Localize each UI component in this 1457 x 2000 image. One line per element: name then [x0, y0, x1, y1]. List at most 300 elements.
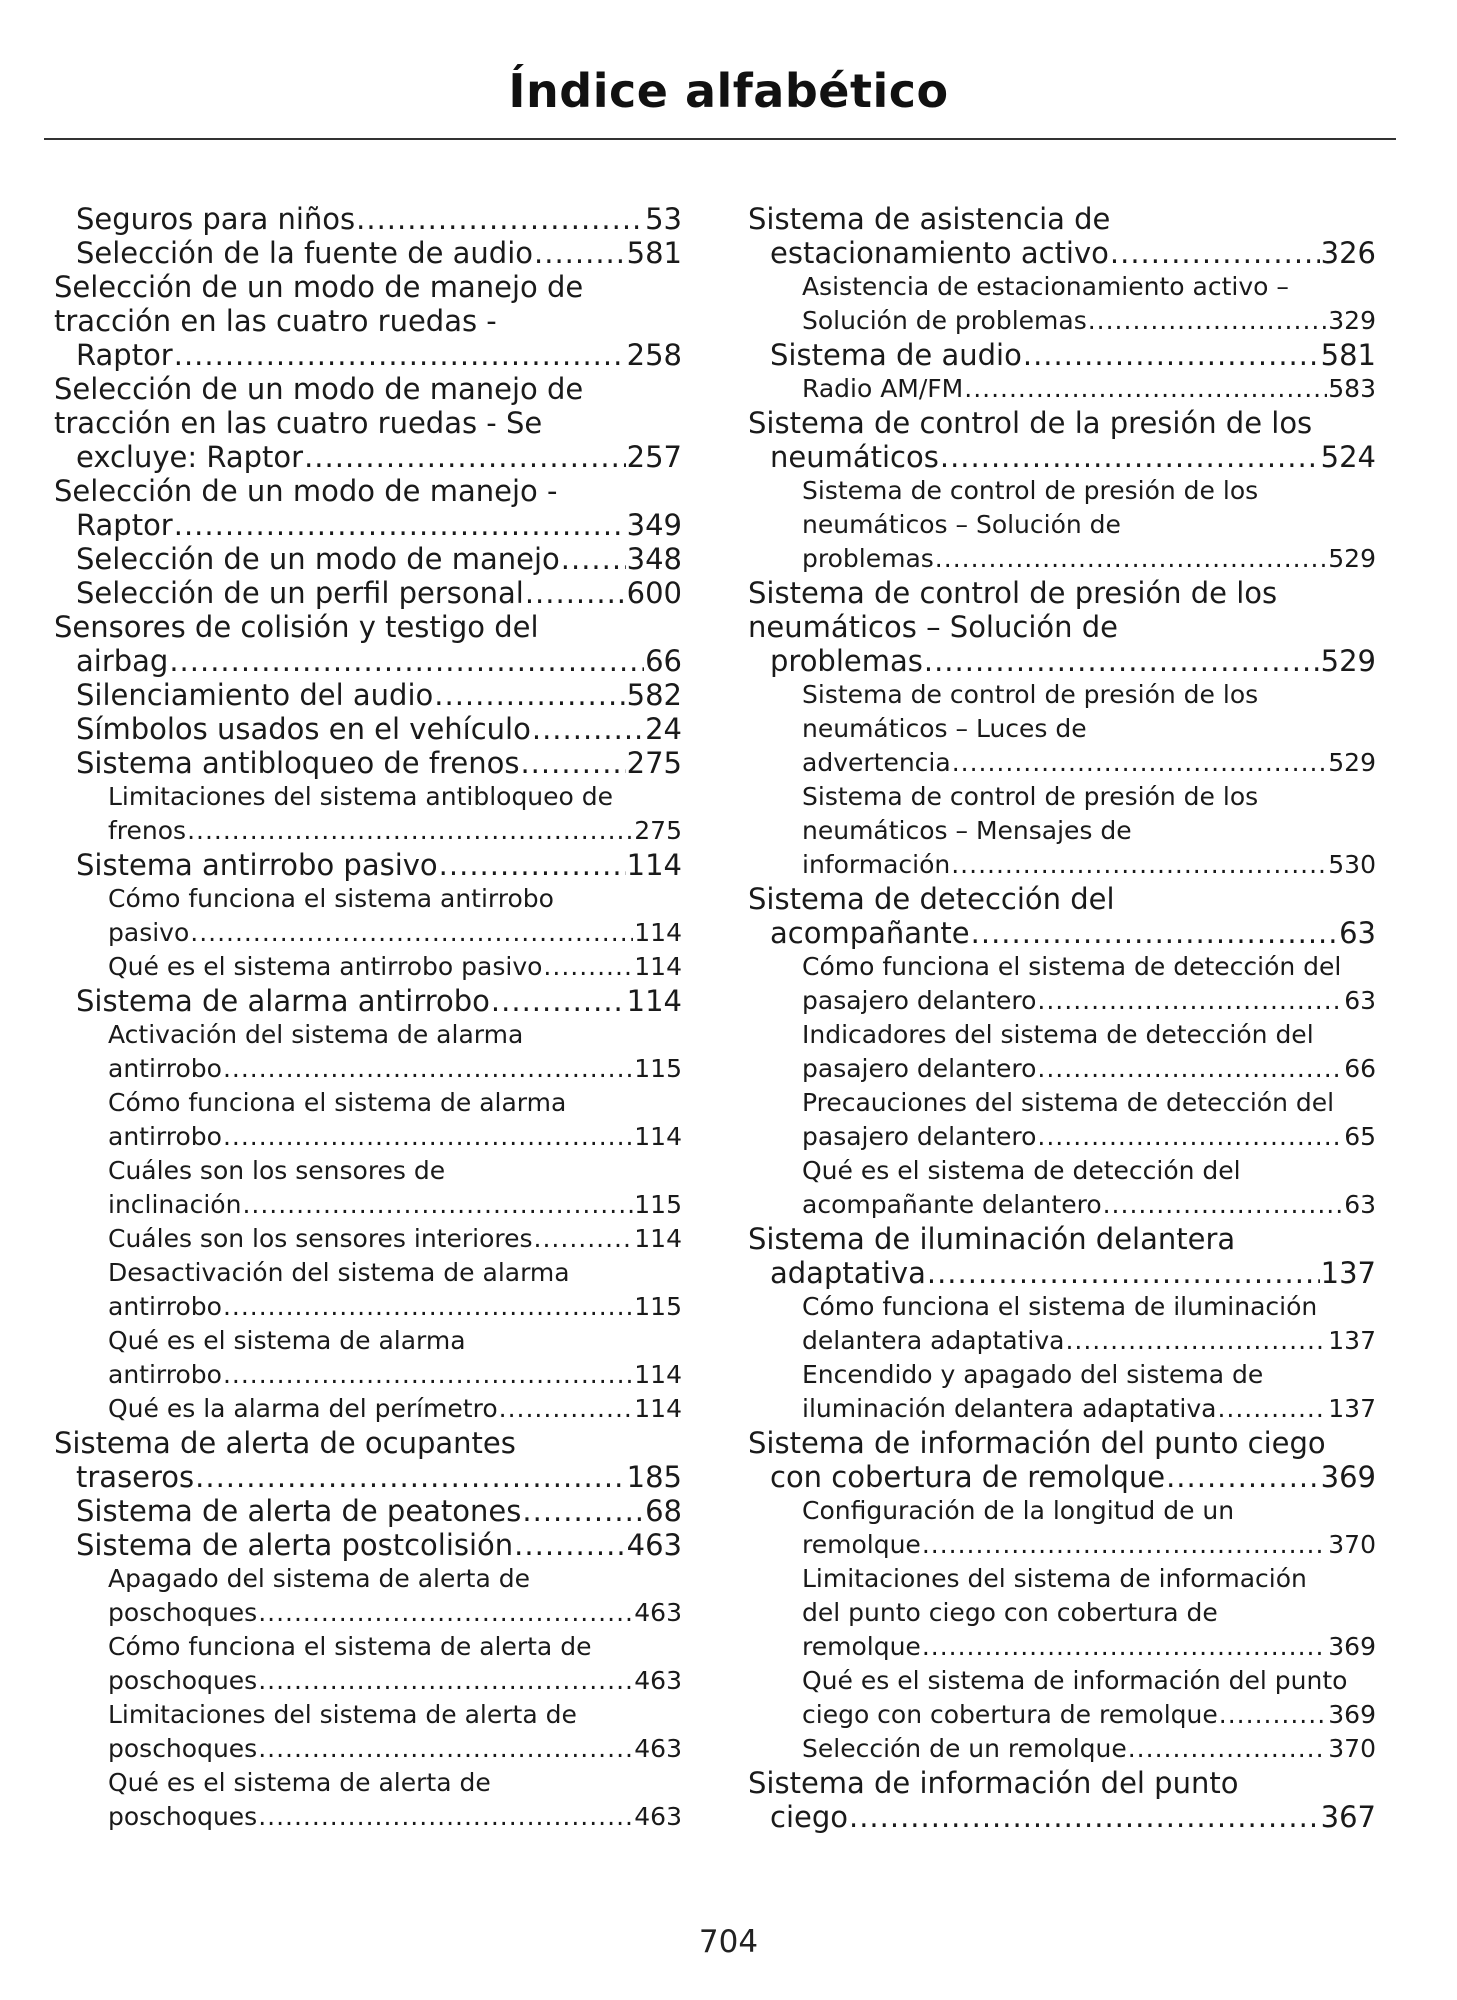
- dot-leader: [514, 1528, 625, 1562]
- entry-text-line: Selección de un remolque: [802, 1734, 1127, 1763]
- index-subentry: [54, 1086, 682, 1154]
- dot-leader: [520, 746, 625, 780]
- entry-page-number: 114: [634, 1360, 682, 1389]
- index-subentry: [54, 1766, 682, 1834]
- entry-page-number: 329: [1328, 306, 1376, 335]
- dot-leader: [190, 916, 633, 950]
- index-subentry: [54, 1630, 682, 1698]
- entry-text-line: antirrobo: [108, 1292, 222, 1321]
- index-column-right: [748, 202, 1376, 1834]
- entry-page-number: 257: [626, 440, 682, 474]
- dot-leader: [922, 1630, 1327, 1664]
- entry-last-line: [108, 1120, 682, 1154]
- entry-text-line: Selección de un modo de manejo de: [54, 372, 584, 406]
- page-title: Índice alfabético: [508, 64, 949, 118]
- entry-page-number: 115: [634, 1190, 682, 1219]
- entry-page-number: 63: [1344, 1190, 1376, 1219]
- entry-text-line: Sistema de control de presión de los: [748, 576, 1278, 610]
- entry-last-line: [76, 848, 682, 882]
- entry-page-number: 114: [634, 952, 682, 981]
- entry-text-line: poschoques: [108, 1734, 258, 1763]
- entry-text-line: Activación del sistema de alarma: [108, 1020, 524, 1049]
- dot-leader: [439, 848, 626, 882]
- entry-text-line: Qué es el sistema antirrobo pasivo: [108, 952, 543, 981]
- entry-text-line: airbag: [76, 644, 169, 678]
- dot-leader: [304, 440, 626, 474]
- dot-leader: [223, 1290, 633, 1324]
- dot-leader: [1088, 304, 1328, 338]
- dot-leader: [964, 372, 1327, 406]
- entry-text-line: Símbolos usados en el vehículo: [76, 712, 531, 746]
- index-entry: [748, 1426, 1376, 1494]
- dot-leader: [951, 848, 1327, 882]
- entry-page-number: 114: [634, 1122, 682, 1151]
- entry-last-line: [108, 1596, 682, 1630]
- entry-text-line: poschoques: [108, 1598, 258, 1627]
- entry-text-line: acompañante: [770, 916, 970, 950]
- entry-page-number: 275: [634, 816, 682, 845]
- entry-text-line: Qué es el sistema de alarma: [108, 1326, 466, 1355]
- entry-page-number: 137: [1320, 1256, 1376, 1290]
- entry-page-number: 114: [634, 1224, 682, 1253]
- entry-text-line: neumáticos: [770, 440, 939, 474]
- dot-leader: [849, 1800, 1320, 1834]
- dot-leader: [223, 1052, 633, 1086]
- entry-text-line: del punto ciego con cobertura de: [802, 1598, 1218, 1627]
- entry-text-line: pasivo: [108, 918, 190, 947]
- index-subentry: [748, 780, 1376, 882]
- entry-text-line: Selección de un perfil personal: [76, 576, 524, 610]
- entry-text-line: Qué es la alarma del perímetro: [108, 1394, 498, 1423]
- dot-leader: [543, 950, 633, 984]
- entry-text-line: ciego con cobertura de remolque: [802, 1700, 1218, 1729]
- entry-last-line: [770, 236, 1376, 270]
- dot-leader: [223, 1358, 633, 1392]
- index-entry: [748, 1766, 1376, 1834]
- entry-text-line: pasajero delantero: [802, 986, 1037, 1015]
- entry-text-line: Qué es el sistema de alerta de: [108, 1768, 491, 1797]
- entry-page-number: 369: [1320, 1460, 1376, 1494]
- dot-leader: [174, 508, 626, 542]
- entry-last-line: [108, 1188, 682, 1222]
- entry-text-line: Sistema de alerta de ocupantes: [54, 1426, 516, 1460]
- index-subentry: [54, 1324, 682, 1392]
- entry-text-line: Qué es el sistema de información del punto: [802, 1666, 1348, 1695]
- index-entry: [54, 372, 682, 474]
- entry-last-line: [76, 236, 682, 270]
- entry-text-line: Qué es el sistema de detección del: [802, 1156, 1241, 1185]
- entry-last-line: [76, 440, 682, 474]
- entry-last-line: [770, 1800, 1376, 1834]
- entry-text-line: Sistema de control de presión de los: [802, 680, 1259, 709]
- entry-text-line: Apagado del sistema de alerta de: [108, 1564, 530, 1593]
- index-subentry: [748, 1154, 1376, 1222]
- entry-text-line: Cómo funciona el sistema antirrobo: [108, 884, 554, 913]
- entry-last-line: [802, 372, 1376, 406]
- index-subentry: [54, 1222, 682, 1256]
- index-entry: [54, 984, 682, 1018]
- entry-text-line: Sistema de control de la presión de los: [748, 406, 1313, 440]
- dot-leader: [1166, 1460, 1320, 1494]
- entry-last-line: [802, 1392, 1376, 1426]
- index-entry: [54, 576, 682, 610]
- entry-last-line: [770, 916, 1376, 950]
- dot-leader: [187, 814, 633, 848]
- entry-text-line: adaptativa: [770, 1256, 926, 1290]
- entry-page-number: 581: [1320, 338, 1376, 372]
- dot-leader: [169, 644, 644, 678]
- entry-page-number: 463: [634, 1802, 682, 1831]
- entry-last-line: [76, 712, 682, 746]
- index-entry: [54, 542, 682, 576]
- entry-text-line: frenos: [108, 816, 187, 845]
- entry-text-line: excluye: Raptor: [76, 440, 304, 474]
- dot-leader: [922, 1528, 1327, 1562]
- entry-page-number: 529: [1328, 544, 1376, 573]
- entry-text-line: Seguros para niños: [76, 202, 356, 236]
- entry-text-line: estacionamiento activo: [770, 236, 1109, 270]
- entry-text-line: Solución de problemas: [802, 306, 1087, 335]
- entry-text-line: delantera adaptativa: [802, 1326, 1065, 1355]
- entry-last-line: [802, 1188, 1376, 1222]
- index-subentry: [748, 474, 1376, 576]
- index-entry: [748, 202, 1376, 270]
- entry-page-number: 370: [1328, 1530, 1376, 1559]
- entry-page-number: 326: [1320, 236, 1376, 270]
- entry-text-line: Precauciones del sistema de detección del: [802, 1088, 1335, 1117]
- index-entry: [748, 882, 1376, 950]
- entry-page-number: 367: [1320, 1800, 1376, 1834]
- dot-leader: [924, 644, 1320, 678]
- entry-text-line: remolque: [802, 1632, 921, 1661]
- dot-leader: [561, 542, 626, 576]
- dot-leader: [242, 1188, 633, 1222]
- entry-last-line: [76, 678, 682, 712]
- dot-leader: [940, 440, 1320, 474]
- entry-text-line: tracción en las cuatro ruedas - Se: [54, 406, 543, 440]
- entry-page-number: 348: [626, 542, 682, 576]
- entry-text-line: Sistema de alarma antirrobo: [76, 984, 490, 1018]
- entry-text-line: Silenciamiento del audio: [76, 678, 434, 712]
- entry-text-line: Desactivación del sistema de alarma: [108, 1258, 570, 1287]
- entry-text-line: Sistema de información del punto ciego: [748, 1426, 1326, 1460]
- entry-last-line: [76, 576, 682, 610]
- entry-page-number: 66: [645, 644, 682, 678]
- entry-last-line: [802, 1324, 1376, 1358]
- entry-last-line: [802, 304, 1376, 338]
- dot-leader: [927, 1256, 1320, 1290]
- entry-text-line: Sistema de control de presión de los: [802, 476, 1259, 505]
- index-subentry: [748, 1494, 1376, 1562]
- entry-page-number: 137: [1328, 1394, 1376, 1423]
- dot-leader: [491, 984, 626, 1018]
- dot-leader: [195, 1460, 625, 1494]
- entry-last-line: [76, 1528, 682, 1562]
- entry-text-line: tracción en las cuatro ruedas -: [54, 304, 497, 338]
- index-entry: [54, 1494, 682, 1528]
- dot-leader: [258, 1596, 633, 1630]
- entry-text-line: antirrobo: [108, 1054, 222, 1083]
- entry-page-number: 463: [634, 1666, 682, 1695]
- entry-text-line: remolque: [802, 1530, 921, 1559]
- index-entry: [748, 1222, 1376, 1290]
- entry-text-line: pasajero delantero: [802, 1054, 1037, 1083]
- entry-text-line: Cómo funciona el sistema de alarma: [108, 1088, 567, 1117]
- dot-leader: [534, 236, 626, 270]
- entry-page-number: 63: [1344, 986, 1376, 1015]
- entry-text-line: Configuración de la longitud de un: [802, 1496, 1235, 1525]
- entry-text-line: Selección de un modo de manejo de: [54, 270, 584, 304]
- entry-last-line: [770, 644, 1376, 678]
- entry-page-number: 530: [1328, 850, 1376, 879]
- entry-text-line: Sistema de alerta de peatones: [76, 1494, 522, 1528]
- dot-leader: [258, 1664, 633, 1698]
- entry-last-line: [802, 1528, 1376, 1562]
- entry-text-line: Encendido y apagado del sistema de: [802, 1360, 1264, 1389]
- index-entry: [54, 746, 682, 780]
- dot-leader: [1037, 1052, 1343, 1086]
- index-subentry: [54, 950, 682, 984]
- entry-last-line: [802, 848, 1376, 882]
- entry-text-line: antirrobo: [108, 1360, 222, 1389]
- entry-last-line: [108, 1052, 682, 1086]
- entry-text-line: Raptor: [76, 338, 173, 372]
- index-entry: [54, 610, 682, 678]
- index-subentry: [54, 1256, 682, 1324]
- entry-page-number: 68: [645, 1494, 682, 1528]
- title-divider: [44, 138, 1396, 140]
- entry-last-line: [108, 1732, 682, 1766]
- entry-text-line: Limitaciones del sistema antibloqueo de: [108, 782, 614, 811]
- index-entry: [54, 202, 682, 236]
- entry-text-line: con cobertura de remolque: [770, 1460, 1166, 1494]
- entry-last-line: [108, 1800, 682, 1834]
- entry-last-line: [108, 1392, 682, 1426]
- entry-page-number: 583: [1328, 374, 1376, 403]
- dot-leader: [1103, 1188, 1344, 1222]
- entry-text-line: poschoques: [108, 1802, 258, 1831]
- entry-last-line: [76, 644, 682, 678]
- dot-leader: [258, 1732, 633, 1766]
- index-entry: [748, 576, 1376, 678]
- entry-text-line: neumáticos – Luces de: [802, 714, 1087, 743]
- entry-text-line: Sistema de iluminación delantera: [748, 1222, 1236, 1256]
- entry-page-number: 115: [634, 1292, 682, 1321]
- entry-page-number: 114: [634, 1394, 682, 1423]
- index-subentry: [748, 1018, 1376, 1086]
- entry-page-number: 463: [634, 1734, 682, 1763]
- entry-last-line: [770, 1460, 1376, 1494]
- entry-last-line: [76, 542, 682, 576]
- dot-leader: [1065, 1324, 1327, 1358]
- entry-page-number: 114: [634, 918, 682, 947]
- entry-text-line: Limitaciones del sistema de alerta de: [108, 1700, 577, 1729]
- entry-page-number: 600: [626, 576, 682, 610]
- dot-leader: [1023, 338, 1320, 372]
- entry-last-line: [802, 984, 1376, 1018]
- index-subentry: [748, 1086, 1376, 1154]
- entry-page-number: 349: [626, 508, 682, 542]
- dot-leader: [434, 678, 625, 712]
- entry-text-line: Cuáles son los sensores interiores: [108, 1224, 533, 1253]
- index-entry: [54, 270, 682, 372]
- entry-text-line: Sistema de control de presión de los: [802, 782, 1259, 811]
- index-entry: [54, 1426, 682, 1494]
- entry-last-line: [76, 508, 682, 542]
- entry-text-line: Sistema antirrobo pasivo: [76, 848, 438, 882]
- entry-text-line: Selección de un modo de manejo: [76, 542, 560, 576]
- index-subentry: [54, 1392, 682, 1426]
- index-entry: [748, 338, 1376, 372]
- entry-page-number: 24: [645, 712, 682, 746]
- entry-last-line: [770, 440, 1376, 474]
- entry-last-line: [76, 1460, 682, 1494]
- entry-text-line: Asistencia de estacionamiento activo –: [802, 272, 1289, 301]
- entry-text-line: Sistema de audio: [770, 338, 1022, 372]
- dot-leader: [1110, 236, 1320, 270]
- entry-page-number: 275: [626, 746, 682, 780]
- entry-last-line: [770, 338, 1376, 372]
- entry-page-number: 114: [626, 984, 682, 1018]
- index-subentry: [748, 1562, 1376, 1664]
- index-entry: [54, 236, 682, 270]
- entry-text-line: acompañante delantero: [802, 1190, 1102, 1219]
- entry-page-number: 582: [626, 678, 682, 712]
- dot-leader: [1128, 1732, 1328, 1766]
- entry-last-line: [108, 1664, 682, 1698]
- entry-last-line: [76, 338, 682, 372]
- entry-page-number: 463: [634, 1598, 682, 1627]
- dot-leader: [1219, 1698, 1328, 1732]
- entry-last-line: [802, 1732, 1376, 1766]
- entry-text-line: Sistema de asistencia de: [748, 202, 1111, 236]
- index-subentry: [748, 950, 1376, 1018]
- index-subentry: [748, 270, 1376, 338]
- entry-text-line: Sistema de detección del: [748, 882, 1115, 916]
- index-subentry: [748, 1290, 1376, 1358]
- entry-page-number: 66: [1344, 1054, 1376, 1083]
- entry-page-number: 258: [626, 338, 682, 372]
- entry-page-number: 529: [1320, 644, 1376, 678]
- dot-leader: [952, 746, 1328, 780]
- entry-text-line: problemas: [770, 644, 923, 678]
- index-subentry: [748, 1732, 1376, 1766]
- entry-page-number: 185: [626, 1460, 682, 1494]
- entry-page-number: 370: [1328, 1734, 1376, 1763]
- dot-leader: [174, 338, 626, 372]
- entry-last-line: [108, 1222, 682, 1256]
- entry-text-line: Cómo funciona el sistema de iluminación: [802, 1292, 1318, 1321]
- entry-last-line: [76, 202, 682, 236]
- dot-leader: [499, 1392, 634, 1426]
- entry-text-line: neumáticos – Solución de: [802, 510, 1121, 539]
- index-entry: [54, 848, 682, 882]
- entry-text-line: Sistema antibloqueo de frenos: [76, 746, 520, 780]
- entry-page-number: 463: [626, 1528, 682, 1562]
- index-subentry: [54, 1562, 682, 1630]
- entry-text-line: Indicadores del sistema de detección del: [802, 1020, 1314, 1049]
- entry-page-number: 53: [645, 202, 682, 236]
- index-subentry: [54, 882, 682, 950]
- index-subentry: [54, 1698, 682, 1766]
- entry-text-line: Cuáles son los sensores de: [108, 1156, 446, 1185]
- entry-text-line: antirrobo: [108, 1122, 222, 1151]
- entry-text-line: Sistema de información del punto: [748, 1766, 1239, 1800]
- entry-text-line: Raptor: [76, 508, 173, 542]
- entry-page-number: 63: [1339, 916, 1376, 950]
- entry-text-line: poschoques: [108, 1666, 258, 1695]
- entry-text-line: problemas: [802, 544, 934, 573]
- dot-leader: [525, 576, 626, 610]
- index-entry: [54, 1528, 682, 1562]
- entry-last-line: [108, 1358, 682, 1392]
- page-number: 704: [698, 1924, 759, 1960]
- dot-leader: [258, 1800, 633, 1834]
- index-subentry: [54, 1018, 682, 1086]
- entry-page-number: 581: [626, 236, 682, 270]
- dot-leader: [935, 542, 1327, 576]
- entry-text-line: Sistema de alerta postcolisión: [76, 1528, 514, 1562]
- index-subentry: [54, 780, 682, 848]
- entry-text-line: Radio AM/FM: [802, 374, 964, 403]
- entry-text-line: Selección de la fuente de audio: [76, 236, 534, 270]
- entry-page-number: 115: [634, 1054, 682, 1083]
- entry-text-line: información: [802, 850, 951, 879]
- entry-text-line: ciego: [770, 1800, 848, 1834]
- entry-text-line: pasajero delantero: [802, 1122, 1037, 1151]
- entry-last-line: [76, 746, 682, 780]
- dot-leader: [1037, 1120, 1343, 1154]
- index-subentry: [748, 678, 1376, 780]
- entry-text-line: Limitaciones del sistema de información: [802, 1564, 1307, 1593]
- entry-last-line: [802, 1698, 1376, 1732]
- index-entry: [54, 712, 682, 746]
- entry-page-number: 369: [1328, 1700, 1376, 1729]
- index-subentry: [748, 1664, 1376, 1732]
- entry-last-line: [802, 1120, 1376, 1154]
- entry-last-line: [802, 542, 1376, 576]
- entry-text-line: Sensores de colisión y testigo del: [54, 610, 539, 644]
- entry-text-line: neumáticos – Mensajes de: [802, 816, 1132, 845]
- entry-last-line: [802, 746, 1376, 780]
- entry-text-line: inclinación: [108, 1190, 242, 1219]
- entry-text-line: Cómo funciona el sistema de detección del: [802, 952, 1342, 981]
- dot-leader: [534, 1222, 634, 1256]
- dot-leader: [1037, 984, 1343, 1018]
- entry-last-line: [108, 1290, 682, 1324]
- dot-leader: [223, 1120, 633, 1154]
- dot-leader: [356, 202, 644, 236]
- entry-last-line: [108, 814, 682, 848]
- entry-page-number: 65: [1344, 1122, 1376, 1151]
- index-entry: [54, 678, 682, 712]
- entry-page-number: 524: [1320, 440, 1376, 474]
- index-column-left: [54, 202, 682, 1834]
- dot-leader: [532, 712, 644, 746]
- entry-text-line: traseros: [76, 1460, 195, 1494]
- index-entry: [748, 406, 1376, 474]
- entry-last-line: [76, 1494, 682, 1528]
- entry-page-number: 529: [1328, 748, 1376, 777]
- entry-text-line: Cómo funciona el sistema de alerta de: [108, 1632, 592, 1661]
- dot-leader: [522, 1494, 644, 1528]
- entry-last-line: [76, 984, 682, 1018]
- index-subentry: [748, 1358, 1376, 1426]
- entry-page-number: 369: [1328, 1632, 1376, 1661]
- entry-page-number: 137: [1328, 1326, 1376, 1355]
- entry-text-line: advertencia: [802, 748, 951, 777]
- index-entry: [54, 474, 682, 542]
